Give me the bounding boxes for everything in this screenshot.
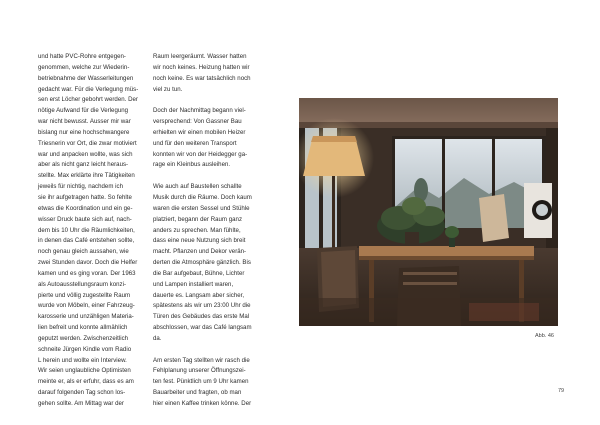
text-line: in denen das Café entstehen sollte,	[38, 237, 135, 245]
figure-caption: Abb. 46	[535, 333, 554, 339]
text-line: erhielten wir einen mobilen Heizer	[153, 128, 246, 136]
page-number: 79	[558, 388, 565, 394]
text-line: abschlossen, war das Café langsam	[153, 324, 252, 332]
text-column-left	[38, 52, 150, 410]
text-line: darauf folgenden Tag schon los-	[38, 389, 126, 397]
text-line: hier einen Kaffee trinken könne. Der	[153, 400, 252, 407]
paragraph-gap	[153, 95, 265, 106]
text-line: betriebnahme der Wasserleitungen	[38, 74, 134, 82]
text-line: genommen, welche zur Wiederin-	[38, 63, 130, 71]
text-line: derten die Atmosphäre gänzlich. Bis	[153, 259, 251, 267]
text-line: Wie auch auf Baustellen schallte	[153, 183, 242, 191]
text-line: und Lampen installiert waren,	[153, 280, 234, 288]
text-line: jeweils für nichtig, nachdem ich	[38, 183, 123, 191]
text-line: gehen sollte. Am Mittag war der	[38, 400, 124, 407]
text-line: war nicht bewusst. Ausser mir war	[38, 118, 131, 126]
text-line: schneite Jürgen Kindle vom Radio	[38, 345, 132, 353]
text-line: als Autoausstellungsraum konzi-	[38, 280, 127, 288]
text-line: wisser Druck baute sich auf, nach-	[38, 215, 132, 223]
text-line: Musik durch die Räume. Doch kaum	[153, 193, 252, 201]
text-line: etwas die Koordination und ein ge-	[38, 204, 133, 212]
text-line: Am ersten Tag stellten wir rasch die	[153, 356, 250, 364]
text-line: rage ein Kleinbus ausleihen.	[153, 161, 231, 169]
text-line: lien befreit und konnte allmählich	[38, 324, 128, 332]
text-line: versprechend: Von Gassner Bau	[153, 118, 242, 126]
text-line: geputzt werden. Zwischenzeitlich	[38, 334, 129, 342]
paragraph-gap	[153, 345, 265, 356]
text-line: sen erst Löcher gebohrt werden. Der	[38, 96, 138, 104]
text-line: aber als nicht ganz leicht heraus-	[38, 161, 129, 169]
text-line: L herein und wollte ein Interview.	[38, 356, 127, 364]
text-line: noch keine. Es war tatsächlich noch	[153, 74, 251, 82]
text-line: pierte und völlig zugestellte Raum	[38, 291, 131, 299]
text-line: Türen des Gebäudes das erste Mal	[153, 313, 250, 321]
text-line: bislang nur eine hochschwangere	[38, 128, 130, 136]
text-line: zwei Stunden davor. Doch die Helfer	[38, 259, 138, 267]
text-line: Raum leergeräumt. Wasser hatten	[153, 53, 247, 60]
text-line: Fehlplanung unserer Öffnungszei-	[153, 367, 246, 375]
text-line: meinte er, als er erfuhr, dass es am	[38, 378, 134, 386]
text-line: dass eine neue Nutzung sich breit	[153, 237, 246, 245]
text-line: und für den weiteren Transport	[153, 139, 237, 147]
text-column-right	[153, 52, 265, 410]
paragraph-gap	[153, 171, 265, 182]
text-line: spätestens als wir um 23:00 Uhr die	[153, 302, 251, 310]
text-line: konnten wir von der Heidegger ga-	[153, 150, 248, 158]
text-line: platziert, begann der Raum ganz	[153, 215, 243, 223]
text-line: macht. Pflanzen und Dekor verän-	[153, 248, 247, 256]
text-line: dauerte es. Langsam aber sicher,	[153, 291, 245, 299]
text-line: anders zu sprechen. Man fühlte,	[153, 226, 241, 234]
text-line: war und anpacken wollte, was sich	[38, 150, 133, 158]
text-line: Bauarbeiter und fragten, ob man	[153, 389, 242, 397]
text-line: kamen und es ging voran. Der 1963	[38, 269, 136, 277]
text-line: sie ihr aufgetragen hatte. So fehlte	[38, 193, 132, 201]
text-line: Wir seien unglaubliche Optimisten	[38, 367, 131, 375]
text-line: stellte. Max erklärte ihre Tätigkeiten	[38, 172, 135, 180]
text-line: waren die ersten Sessel und Stühle	[153, 204, 250, 212]
text-line: wurde von Möbeln, einer Fahrzeug-	[38, 302, 135, 310]
text-line: wir noch keines. Heizung hatten wir	[153, 63, 250, 71]
text-line: nötige Aufwand für die Verlegung	[38, 107, 129, 115]
text-line: ten fest. Pünktlich um 9 Uhr kamen	[153, 378, 249, 386]
text-line: gedacht war. Für die Verlegung müs-	[38, 85, 139, 93]
text-line: da.	[153, 334, 162, 342]
text-line: dem bis 10 Uhr die Räumlichkeiten,	[38, 226, 135, 234]
cafe-interior-photo	[299, 98, 558, 326]
text-line: und hatte PVC-Rohre entgegen-	[38, 53, 126, 60]
text-line: noch genau gleich aussahen, wie	[38, 248, 129, 256]
text-line: die Bar aufgebaut, Bühne, Lichter	[153, 269, 245, 277]
text-line: Doch der Nachmittag begann viel-	[153, 107, 246, 115]
text-line: Triesnerin vor Ort, die zwar motiviert	[38, 139, 137, 147]
text-line: viel zu tun.	[153, 85, 183, 93]
text-line: karosserie und unzähligen Materia-	[38, 313, 134, 321]
